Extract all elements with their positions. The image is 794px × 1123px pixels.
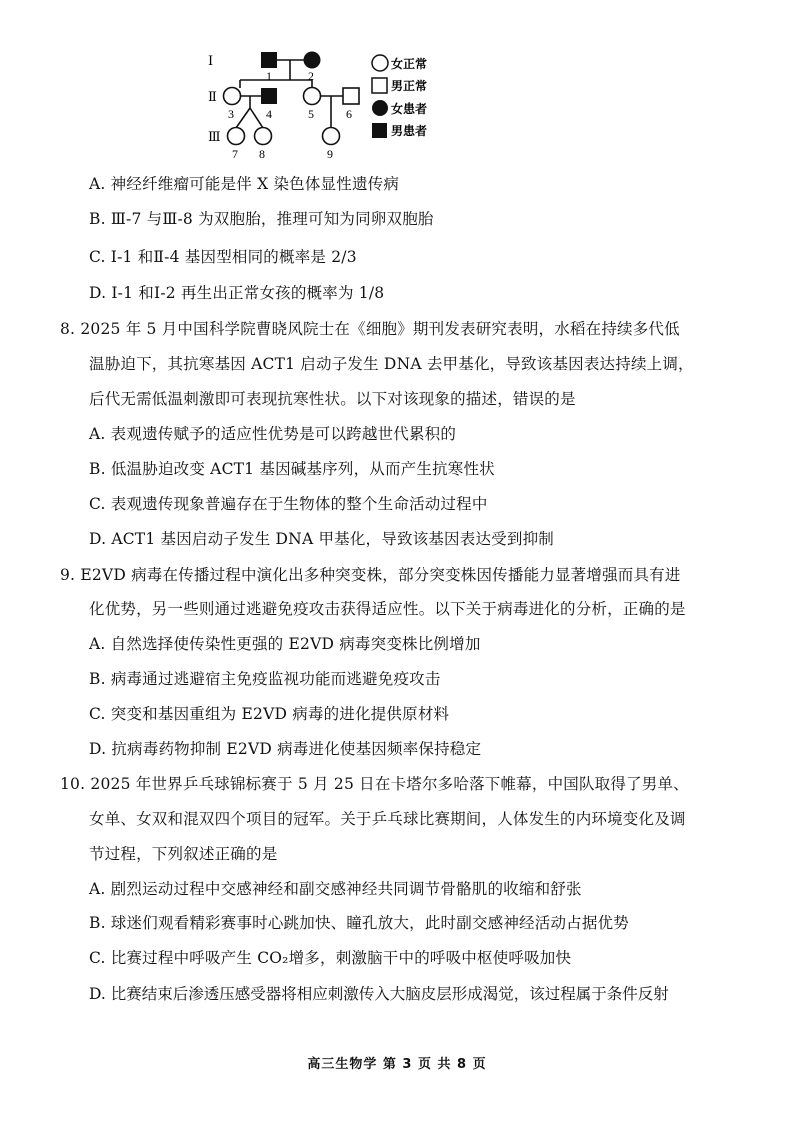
option-text: 球迷们观看精彩赛事时心跳加快、瞳孔放大，此时副交感神经活动占据优势 [110, 914, 629, 932]
q8-stem-line-1 [60, 317, 680, 341]
legend-label: 男正常 [391, 79, 428, 93]
option-letter: B. [89, 670, 106, 688]
option-text: 突变和基因重组为 E2VD 病毒的进化提供原材料 [110, 705, 450, 723]
q8-stem-line-3: 后代无需低温刺激即可表现抗寒性状。以下对该现象的描述，错误的是 [89, 390, 576, 408]
question-number: 8. [60, 320, 76, 338]
option-letter: D. [89, 530, 107, 548]
option-text: Ⅲ-7 与Ⅲ-8 为双胞胎，推理可知为同卵双胞胎 [110, 210, 434, 228]
individual-8-normal-female [255, 128, 272, 145]
legend-affected-female-symbol [372, 100, 388, 116]
option-letter: D. [89, 740, 107, 758]
q8-option-d [89, 527, 554, 551]
individual-number: 4 [266, 107, 272, 121]
option-letter: C. [89, 949, 106, 967]
q10-option-a [89, 877, 582, 901]
q7-option-c [89, 245, 357, 269]
option-text: 表观遗传赋予的适应性优势是可以跨越世代累积的 [110, 425, 457, 443]
individual-7-normal-female [228, 128, 245, 145]
legend-label: 女正常 [391, 57, 428, 71]
option-letter: B. [89, 210, 106, 228]
individual-5-normal-female [304, 88, 321, 105]
option-letter: A. [89, 635, 106, 653]
individual-2-affected-female [304, 52, 321, 69]
option-text: ACT1 基因启动子发生 DNA 甲基化，导致该基因表达受到抑制 [111, 530, 554, 548]
option-text: 剧烈运动过程中交感神经和副交感神经共同调节骨骼肌的收缩和舒张 [110, 880, 582, 898]
pedigree-diagram [200, 40, 450, 165]
option-text: 表观遗传现象普遍存在于生物体的整个生命活动过程中 [110, 495, 488, 513]
option-text: 抗病毒药物抑制 E2VD 病毒进化使基因频率保持稳定 [111, 740, 482, 758]
q8-option-a [89, 422, 456, 446]
q7-option-a [89, 172, 399, 196]
q10-option-b [89, 911, 629, 935]
option-letter: A. [89, 175, 106, 193]
q9-stem-line-1 [60, 563, 681, 587]
option-text: 低温胁迫改变 ACT1 基因碱基序列，从而产生抗寒性状 [110, 460, 495, 478]
individual-9-normal-female [323, 128, 340, 145]
q10-stem-line-3: 节过程，下列叙述正确的是 [89, 845, 278, 863]
option-text: Ⅰ-1 和Ⅰ-2 再生出正常女孩的概率为 1/8 [111, 284, 385, 302]
pedigree-chart [200, 40, 450, 165]
option-letter: A. [89, 880, 106, 898]
q9-option-b [89, 667, 441, 691]
stem-text: E2VD 病毒在传播过程中演化出多种突变株，部分突变株因传播能力显著增强而具有进 [80, 566, 681, 584]
option-letter: C. [89, 248, 106, 266]
legend-normal-male-symbol [372, 78, 387, 93]
q10-stem-line-1 [60, 772, 689, 796]
generation-label: Ⅲ [208, 129, 221, 144]
legend-affected-male-symbol [372, 123, 387, 138]
q9-option-a [89, 632, 481, 656]
option-letter: D. [89, 284, 107, 302]
q8-option-c [89, 492, 488, 516]
option-letter: D. [89, 985, 106, 1003]
option-letter: C. [89, 705, 106, 723]
individual-number: 2 [308, 69, 314, 83]
individual-number: 3 [228, 107, 234, 121]
q9-option-c [89, 702, 449, 726]
option-text: 神经纤维瘤可能是伴 X 染色体显性遗传病 [110, 175, 400, 193]
option-text: Ⅰ-1 和Ⅱ-4 基因型相同的概率是 2/3 [110, 248, 357, 266]
q10-option-d [89, 982, 669, 1006]
option-text: 自然选择使传染性更强的 E2VD 病毒突变株比例增加 [110, 635, 481, 653]
legend-normal-female-symbol [372, 55, 388, 71]
individual-number: 6 [346, 107, 352, 121]
option-letter: B. [89, 914, 106, 932]
legend-label: 女患者 [391, 102, 428, 116]
individual-number: 7 [232, 147, 238, 161]
individual-number: 9 [327, 147, 333, 161]
stem-text: 2025 年 5 月中国科学院曹晓风院士在《细胞》期刊发表研究表明，水稻在持续多代低 [80, 320, 680, 338]
q10-option-c [89, 946, 571, 970]
question-number: 10. [60, 775, 86, 793]
q8-option-b [89, 457, 495, 481]
q9-option-d [89, 737, 481, 761]
legend-label: 男患者 [391, 124, 428, 138]
option-text: 比赛过程中呼吸产生 CO₂增多，刺激脑干中的呼吸中枢使呼吸加快 [110, 949, 572, 967]
option-text: 病毒通过逃避宿主免疫监视功能而逃避免疫攻击 [110, 670, 441, 688]
option-letter: A. [89, 425, 106, 443]
individual-1-affected-male [261, 52, 277, 68]
individual-3-normal-female [224, 88, 241, 105]
individual-4-affected-male [261, 88, 277, 104]
question-number: 9. [60, 566, 76, 584]
generation-label: Ⅱ [208, 89, 217, 104]
individual-number: 1 [266, 69, 272, 83]
page-footer: 高三生物学 第 3 页 共 8 页 [307, 1057, 487, 1072]
individual-6-normal-male [343, 88, 359, 104]
option-letter: C. [89, 495, 106, 513]
individual-number: 8 [259, 147, 265, 161]
option-text: 比赛结束后渗透压感受器将相应刺激传入大脑皮层形成渴觉，该过程属于条件反射 [110, 985, 669, 1003]
generation-label: Ⅰ [208, 53, 214, 68]
q7-option-d [89, 281, 384, 305]
q10-stem-line-2: 女单、女双和混双四个项目的冠军。关于乒乓球比赛期间，人体发生的内环境变化及调 [89, 810, 686, 828]
option-letter: B. [89, 460, 106, 478]
q9-stem-line-2: 化优势，另一些则通过逃避免疫攻击获得适应性。以下关于病毒进化的分析，正确的是 [89, 600, 686, 618]
q8-stem-line-2: 温胁迫下，其抗寒基因 ACT1 启动子发生 DNA 去甲基化，导致该基因表达持续上调， [89, 355, 694, 373]
individual-number: 5 [308, 107, 314, 121]
stem-text: 2025 年世界乒乓球锦标赛于 5 月 25 日在卡塔尔多哈落下帷幕，中国队取得了男单、 [90, 775, 689, 793]
q7-option-b [89, 207, 434, 231]
